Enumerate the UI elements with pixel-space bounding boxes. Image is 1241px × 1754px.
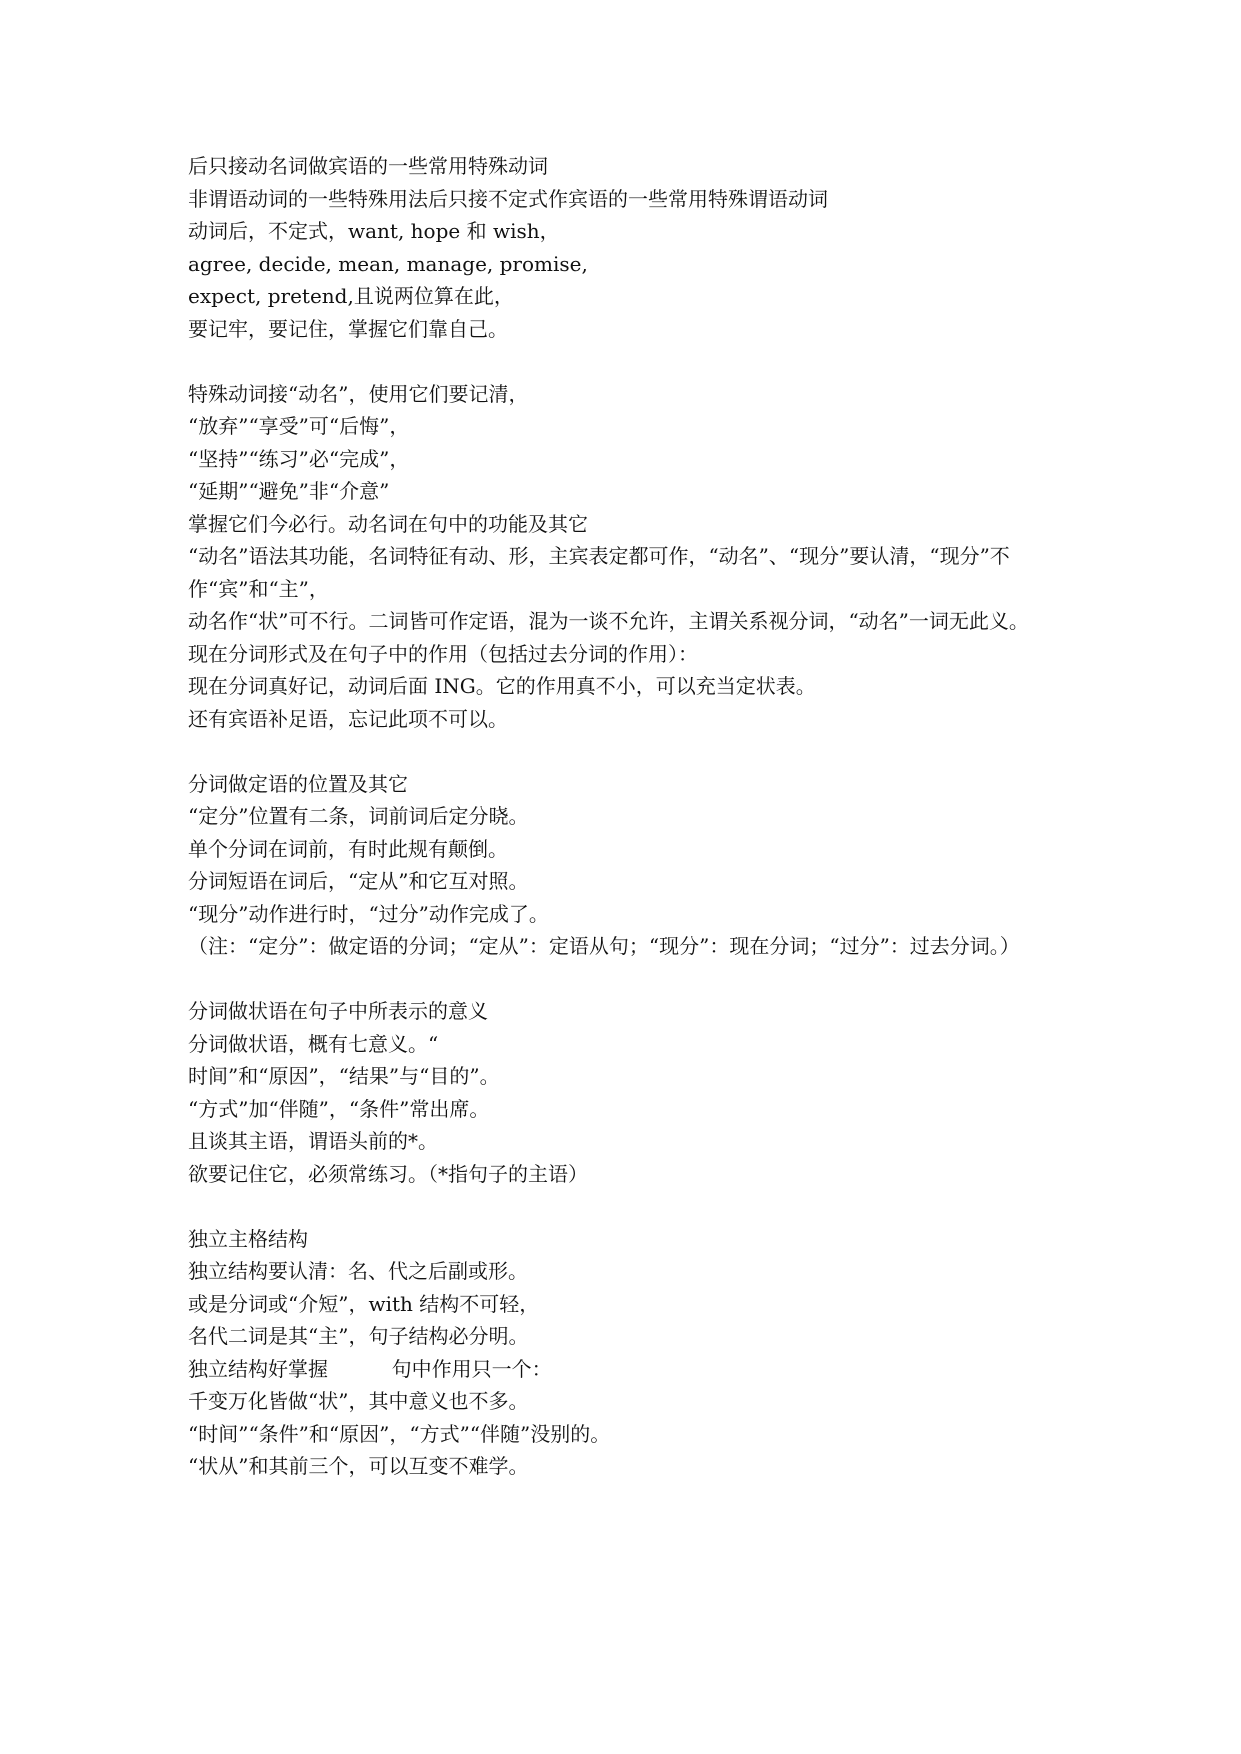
text-line: “定分”位置有二条，词前词后定分晓。 [188,804,529,828]
text-line: 千变万化皆做“状”，其中意义也不多。 [188,1389,529,1413]
text-line: 单个分词在词前，有时此规有颠倒。 [188,836,508,861]
text-line: “现分”动作进行时，“过分”动作完成了。 [188,901,549,926]
text-line: 且谈其主语，谓语头前的*。 [188,1129,438,1153]
section-verbs-infinitive [188,150,1058,345]
text-line: 动名作“状”可不行。二词皆可作定语，混为一谈不允许，主谓关系视分词，“动名”一词无此义。 [188,609,1029,633]
text-line: 现在分词真好记，动词后面 ING。它的作用真不小，可以充当定状表。 [188,674,816,698]
section-participle-attributive [188,768,1058,963]
text-line: 或是分词或“介短”，with 结构不可轻， [188,1291,540,1316]
text-line: “状从”和其前三个，可以互变不难学。 [188,1454,529,1478]
text-line: 时间”和“原因”，“结果”与“目的”。 [188,1064,500,1088]
text-line: “动名”语法其功能，名词特征有动、形，主宾表定都可作，“动名”、“现分”要认清，“现分”不作“宾”和“主”， [188,544,1010,601]
text-line: 独立结构好掌握 句中作用只一个： [188,1356,552,1381]
document-body [188,150,1058,1483]
paragraph-gap [188,735,1058,768]
section-gerund-verbs [188,378,1058,736]
text-line: 分词做定语的位置及其它 [188,771,408,796]
text-line: “坚持”“练习”必“完成”， [188,446,410,471]
text-line: “放弃”“享受”可“后悔”， [188,414,410,438]
text-line: 要记牢，要记住，掌握它们靠自己。 [188,316,508,341]
text-line: 动词后，不定式，want, hope 和 wish， [188,219,560,243]
text-line: 还有宾语补足语，忘记此项不可以。 [188,706,508,731]
text-line: expect, pretend,且说两位算在此， [188,284,514,308]
text-line: 分词短语在词后，“定从”和它互对照。 [188,869,529,893]
text-line: “方式”加“伴随”，“条件”常出席。 [188,1096,490,1121]
paragraph-gap [188,345,1058,378]
text-line: “时间”“条件”和“原因”，“方式”“伴随”没别的。 [188,1421,611,1446]
text-line: 名代二词是其“主”，句子结构必分明。 [188,1324,529,1348]
text-line: 掌握它们今必行。动名词在句中的功能及其它 [188,511,588,536]
text-line: 欲要记住它，必须常练习。（*指句子的主语） [188,1161,588,1186]
section-absolute-construction [188,1223,1058,1483]
text-line: “延期”“避免”非“介意” [188,479,390,503]
text-line: 现在分词形式及在句子中的作用（包括过去分词的作用）： [188,641,698,666]
text-line: 独立结构要认清：名、代之后副或形。 [188,1259,528,1283]
text-line: 分词做状语，概有七意义。“ [188,1031,439,1056]
text-line: agree, decide, mean, manage, promise, [188,251,588,276]
text-line: 后只接动名词做宾语的一些常用特殊动词 [188,154,548,178]
text-line: 独立主格结构 [188,1226,308,1251]
section-participle-adverbial [188,995,1058,1190]
text-line: （注：“定分”：做定语的分词；“定从”：定语从句；“现分”：现在分词；“过分”：过去分词。） [188,934,1020,958]
paragraph-gap [188,963,1058,996]
text-line: 非谓语动词的一些特殊用法后只接不定式作宾语的一些常用特殊谓语动词 [188,186,828,211]
paragraph-gap [188,1190,1058,1223]
text-line: 分词做状语在句子中所表示的意义 [188,999,488,1023]
text-line: 特殊动词接“动名”，使用它们要记清， [188,381,529,406]
